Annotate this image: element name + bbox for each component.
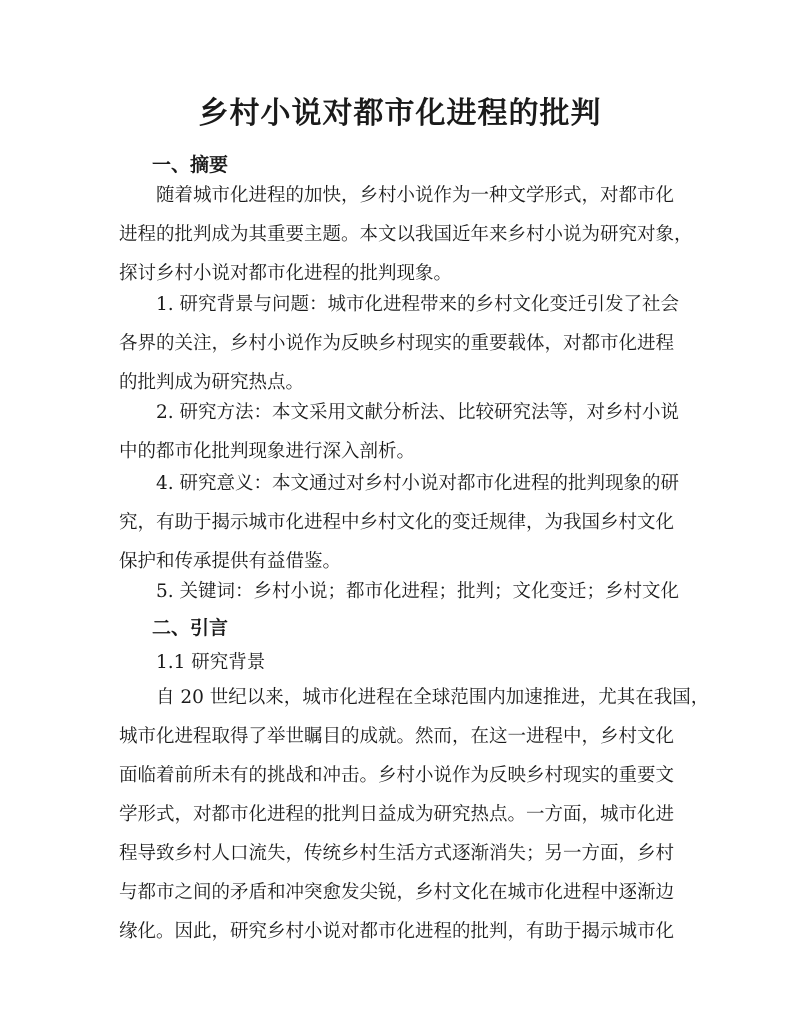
text-line: 中的都市化批判现象进行深入剖析。 <box>119 441 416 462</box>
text-line: 缘化。因此，研究乡村小说对都市化进程的批判，有助于揭示城市化 <box>119 921 675 942</box>
subheading-1-1-block <box>119 643 685 682</box>
text-line: 程导致乡村人口流失，传统乡村生活方式逐渐消失；另一方面，乡村 <box>119 843 675 864</box>
intro-paragraph-1 <box>119 678 710 951</box>
text-line: 2. 研究方法：本文采用文献分析法、比较研究法等，对乡村小说 <box>156 402 680 423</box>
abstract-heading: 一、摘要 <box>152 154 229 176</box>
text-line: 面临着前所未有的挑战和冲击。乡村小说作为反映乡村现实的重要文 <box>119 765 675 786</box>
text-line: 5. 关键词：乡村小说；都市化进程；批判；文化变迁；乡村文化 <box>156 581 680 602</box>
text-line: 4. 研究意义：本文通过对乡村小说对都市化进程的批判现象的研 <box>156 473 680 494</box>
abstract-paragraph-1 <box>119 176 693 293</box>
text-line: 1. 研究背景与问题：城市化进程带来的乡村文化变迁引发了社会 <box>156 294 680 315</box>
text-line: 探讨乡村小说对都市化进程的批判现象。 <box>119 263 453 284</box>
text-line: 与都市之间的矛盾和冲突愈发尖锐，乡村文化在城市化进程中逐渐边 <box>119 882 675 903</box>
text-line: 保护和传承提供有益借鉴。 <box>119 551 342 572</box>
text-line: 的批判成为研究热点。 <box>119 372 305 393</box>
text-line: 进程的批判成为其重要主题。本文以我国近年来乡村小说为研究对象， <box>119 224 693 245</box>
text-line: 学形式，对都市化进程的批判日益成为研究热点。一方面，城市化进 <box>119 804 675 825</box>
document-title: 乡村小说对都市化进程的批判 <box>198 96 602 131</box>
abstract-paragraph-2 <box>119 285 685 402</box>
text-line: 城市化进程取得了举世瞩目的成就。然而，在这一进程中，乡村文化 <box>119 726 675 747</box>
subheading-1-1: 1.1 研究背景 <box>156 652 266 673</box>
abstract-paragraph-4 <box>119 464 685 581</box>
intro-heading: 二、引言 <box>152 617 229 639</box>
text-line: 随着城市化进程的加快，乡村小说作为一种文学形式，对都市化 <box>156 185 675 206</box>
text-line: 究，有助于揭示城市化进程中乡村文化的变迁规律，为我国乡村文化 <box>119 512 675 533</box>
text-line: 各界的关注，乡村小说作为反映乡村现实的重要载体，对都市化进程 <box>119 333 675 354</box>
text-line: 自 20 世纪以来，城市化进程在全球范围内加速推进，尤其在我国， <box>156 687 710 708</box>
abstract-paragraph-3 <box>119 393 685 471</box>
abstract-paragraph-5 <box>119 572 685 611</box>
